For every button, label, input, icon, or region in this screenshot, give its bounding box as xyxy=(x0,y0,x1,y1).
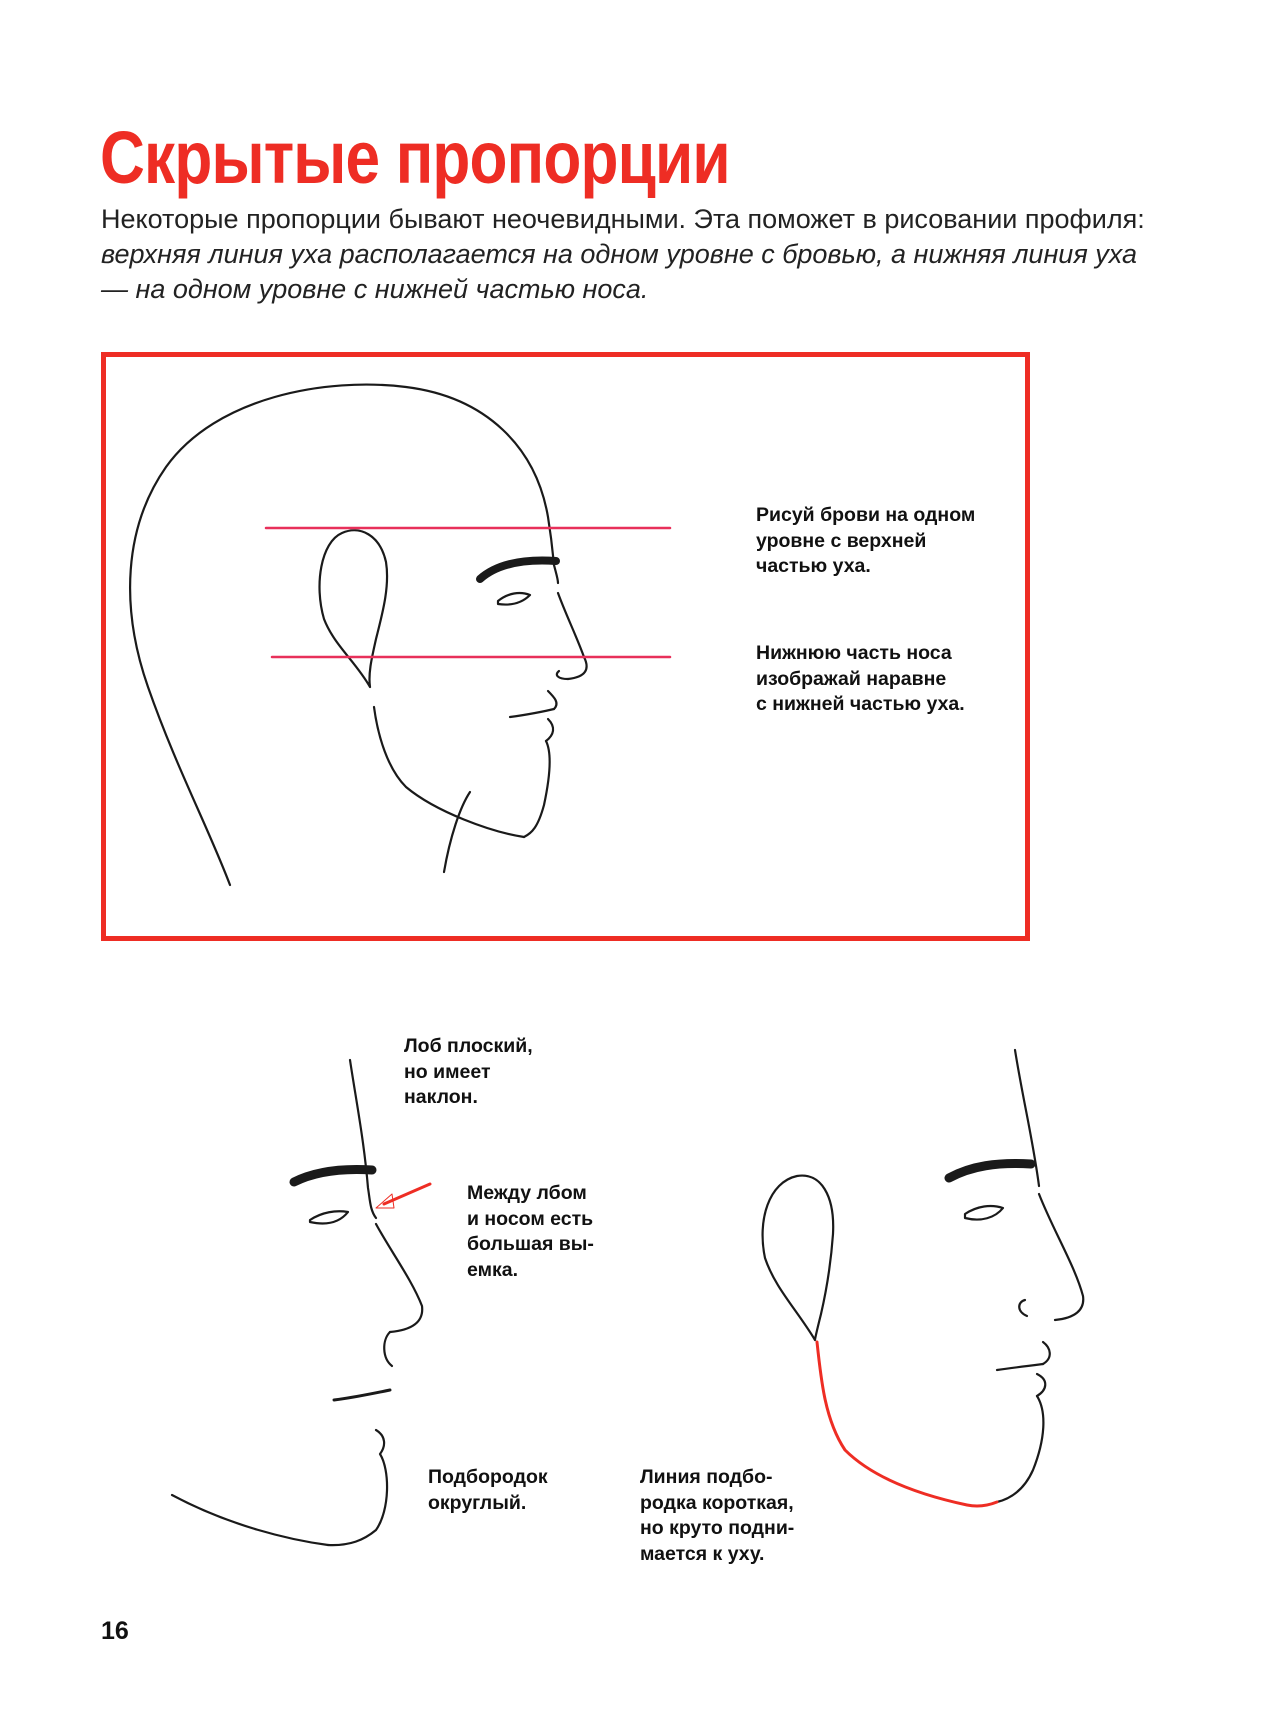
mouth-line xyxy=(510,709,554,717)
note-line: частью уха. xyxy=(756,555,871,577)
note-line: Лоб плоский, xyxy=(404,1035,533,1057)
note-line: Рисуй брови на одном xyxy=(756,504,976,526)
mouth-line xyxy=(997,1364,1043,1370)
nose-line xyxy=(376,1224,422,1332)
jaw-line xyxy=(374,707,524,837)
ear-outline xyxy=(763,1176,834,1340)
note-nose-ear xyxy=(756,641,965,718)
chin-line xyxy=(997,1396,1043,1502)
note-line: но круто подни- xyxy=(640,1517,795,1539)
note-line: но имеет xyxy=(404,1060,491,1083)
chin-line xyxy=(328,1430,387,1545)
note-line: родка короткая, xyxy=(640,1491,794,1514)
chin-line xyxy=(524,741,550,837)
note-chin xyxy=(428,1465,548,1516)
nose-line xyxy=(1039,1194,1083,1320)
eye-line xyxy=(310,1211,348,1223)
note-line: Подбородок xyxy=(428,1466,548,1488)
note-brow-notch xyxy=(467,1181,594,1283)
note-forehead xyxy=(404,1034,533,1111)
eye-line xyxy=(965,1206,1003,1220)
note-line: Линия подбо- xyxy=(640,1466,773,1488)
lower-lip-line xyxy=(546,719,553,741)
nostril-line xyxy=(1019,1300,1027,1316)
forehead-line xyxy=(554,565,558,583)
note-line: уровне с верхней xyxy=(756,529,927,552)
note-line: округлый. xyxy=(428,1491,527,1514)
lower-lip-line xyxy=(1037,1374,1045,1396)
note-line: с нижней частью уха. xyxy=(756,693,965,715)
forehead-chin-profile-drawing xyxy=(150,1040,450,1560)
upper-lip-line xyxy=(548,691,556,709)
note-line: емка. xyxy=(467,1258,519,1281)
note-line: наклон. xyxy=(404,1086,478,1108)
nostril-line xyxy=(557,671,568,679)
note-jawline xyxy=(640,1465,794,1567)
skull-outline xyxy=(130,385,554,885)
nose-line xyxy=(558,593,587,679)
eye-line xyxy=(498,593,530,605)
eyebrow-stroke xyxy=(949,1164,1031,1178)
note-eyebrow-ear xyxy=(756,503,975,580)
mouth-line xyxy=(334,1390,390,1400)
upper-lip-line xyxy=(1043,1342,1050,1364)
note-line: мается к уху. xyxy=(640,1542,765,1565)
nostril-line xyxy=(384,1332,392,1366)
note-line: Нижнюю часть носа xyxy=(756,642,952,664)
red-jawline xyxy=(817,1342,997,1506)
jaw-line xyxy=(172,1495,328,1545)
red-arrow-icon xyxy=(370,1176,440,1216)
note-line: изображай наравне xyxy=(756,667,947,690)
note-line: Между лбом xyxy=(467,1182,587,1204)
neck-front-line xyxy=(444,792,470,872)
eyebrow-stroke xyxy=(480,561,556,579)
intro-paragraph xyxy=(101,202,1161,307)
ear-outline xyxy=(320,530,388,687)
note-line: большая вы- xyxy=(467,1233,594,1255)
page-title: Скрытые пропорции xyxy=(100,116,730,199)
intro-plain-text: Некоторые пропорции бывают неочевидными. Эта поможет в рисовании профиля: xyxy=(101,204,1145,234)
main-illustration-frame xyxy=(101,352,1030,941)
note-line: и носом есть xyxy=(467,1207,594,1230)
intro-italic-text: верхняя линия уха располагается на одном уровне с бровью, а нижняя линия уха — на одном уровне с нижней частью носа. xyxy=(101,239,1137,304)
eyebrow-stroke xyxy=(294,1170,372,1183)
page-number: 16 xyxy=(101,1617,129,1645)
